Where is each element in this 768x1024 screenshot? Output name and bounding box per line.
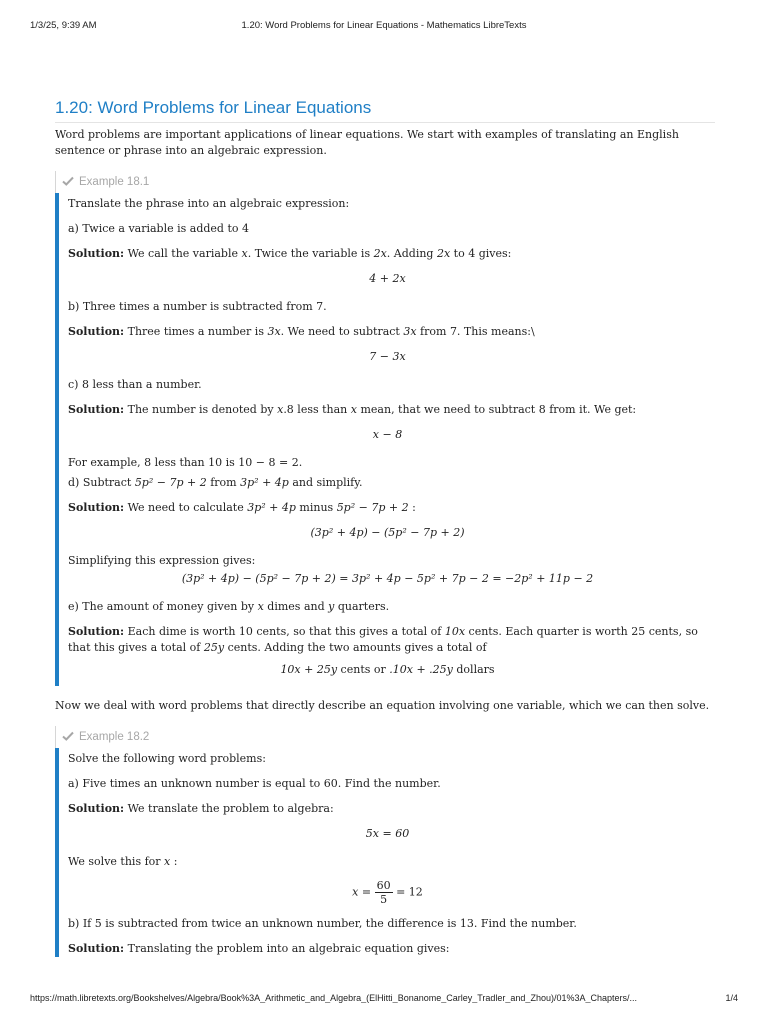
fraction: $\frac{60}{5}$ xyxy=(376,879,391,906)
solution-label: Solution: xyxy=(68,247,125,260)
part-a: a) Twice a variable is added to 4 xyxy=(68,222,250,235)
math-display: 7 − 3x xyxy=(369,350,406,363)
math-display: 10x + 25y cents or .10x + .25y dollars xyxy=(280,663,495,676)
solution-label: Solution: xyxy=(68,403,125,416)
solution-label: Solution: xyxy=(68,625,125,638)
part-c-solution: Solution: The number is denoted by x.8 less than x mean, that we need to subtract 8 from it. We get: xyxy=(68,403,637,416)
solution-label: Solution: xyxy=(68,325,125,338)
print-footer xyxy=(0,993,768,1007)
check-icon xyxy=(62,172,74,194)
print-datetime: 1/3/25, 9:39 AM xyxy=(30,20,97,31)
solution-label: Solution: xyxy=(68,942,125,955)
print-url[interactable]: https://math.libretexts.org/Bookshelves/Algebra/Book%3A_Arithmetic_and_Algebra_(ElHitti_Bonanome_Carley_Tradler_and_Zhou)/01%3A_Chapters/... xyxy=(30,993,637,1003)
transition-paragraph: Now we deal with word problems that directly describe an equation involving one variable, which we can then solve. xyxy=(55,699,710,712)
part-e-solution: Solution: Each dime is worth 10 cents, so that this gives a total of 10x cents. Each quarter is worth 25 cents, so that this gives a total of 25y cents. Adding the two amounts gives a total of xyxy=(68,625,698,654)
page-count: 1/4 xyxy=(725,993,738,1003)
part-d-solution: Solution: We need to calculate 3p² + 4p minus 5p² − 7p + 2 : xyxy=(68,501,416,514)
example-header[interactable] xyxy=(55,726,715,748)
example-label: Example 18.1 xyxy=(79,176,150,188)
part-c: c) 8 less than a number. xyxy=(68,378,202,391)
part-e: e) The amount of money given by x dimes and y quarters. xyxy=(68,600,390,613)
solution-label: Solution: xyxy=(68,802,125,815)
math-display: 5x = 60 xyxy=(365,827,410,840)
math-display: 4 + 2x xyxy=(369,272,406,285)
solution-label: Solution: xyxy=(68,501,125,514)
example-label: Example 18.2 xyxy=(79,731,150,743)
print-page-title: 1.20: Word Problems for Linear Equations - Mathematics LibreTexts xyxy=(241,20,527,31)
math-display: x − 8 xyxy=(372,428,403,441)
part-a-solution: Solution: We call the variable x. Twice the variable is 2x. Adding 2x to 4 gives: xyxy=(68,247,512,260)
example-18-2 xyxy=(55,726,715,957)
math-display: (3p² + 4p) − (5p² − 7p + 2) xyxy=(310,526,465,539)
part-b: b) If 5 is subtracted from twice an unknown number, the difference is 13. Find the number. xyxy=(68,917,577,930)
intro-paragraph: Word problems are important applications of linear equations. We start with examples of translating an English sentence or phrase into an algebraic expression. xyxy=(55,128,679,157)
example-prompt: Solve the following word problems: xyxy=(68,752,266,765)
part-b-solution: Solution: Translating the problem into an algebraic equation gives: xyxy=(68,942,450,955)
print-header xyxy=(0,20,768,34)
part-b: b) Three times a number is subtracted from 7. xyxy=(68,300,327,313)
example-18-1 xyxy=(55,171,715,686)
math-display: (3p² + 4p) − (5p² − 7p + 2) = 3p² + 4p − 5p² + 7p − 2 = −2p² + 11p − 2 xyxy=(181,572,594,585)
simplify-text: Simplifying this expression gives: xyxy=(68,554,256,567)
example-body xyxy=(55,193,715,686)
part-a-solution: Solution: We translate the problem to algebra: xyxy=(68,802,334,815)
part-b-solution: Solution: Three times a number is 3x. We need to subtract 3x from 7. This means:\ xyxy=(68,325,535,338)
part-d: d) Subtract 5p² − 7p + 2 from 3p² + 4p and simplify. xyxy=(68,476,363,489)
example-prompt: Translate the phrase into an algebraic expression: xyxy=(68,197,350,210)
example-header[interactable] xyxy=(55,171,715,193)
check-icon xyxy=(62,727,74,749)
article xyxy=(55,98,715,957)
page-title: 1.20: Word Problems for Linear Equations xyxy=(55,98,715,123)
part-c-note: For example, 8 less than 10 is 10 − 8 = 2. xyxy=(68,456,303,469)
part-a: a) Five times an unknown number is equal to 60. Find the number. xyxy=(68,777,441,790)
example-body xyxy=(55,748,715,957)
solve-text: We solve this for x : xyxy=(68,855,178,868)
math-display-fraction: x = $\frac{60}{5}$ = 12 xyxy=(352,879,423,906)
